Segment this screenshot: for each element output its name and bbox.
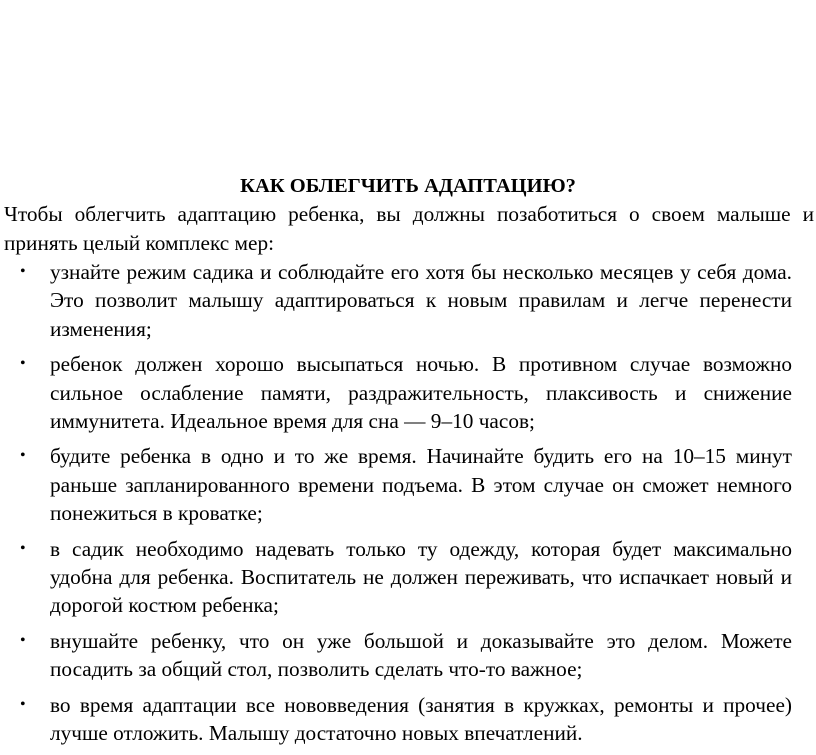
list-item	[0, 691, 792, 748]
list-item-text: ребенок должен хорошо высыпаться ночью. В противном случае возможно сильное ослабление памяти, раздражительность, плаксивость и снижение иммунитета. Идеальное время для сна — 9–10 часов;	[50, 352, 792, 434]
bullet-icon: •	[20, 263, 26, 280]
bullet-icon: •	[20, 355, 26, 373]
list-item-text: во время адаптации все нововведения (занятия в кружках, ремонты и прочее) лучше отложить. Малышу достаточно новых впечатлений.	[50, 692, 792, 746]
list-item	[0, 535, 792, 620]
page-title: КАК ОБЛЕГЧИТЬ АДАПТАЦИЮ?	[240, 175, 576, 197]
bullet-icon: •	[20, 695, 26, 713]
list-item	[0, 442, 792, 527]
list-item	[0, 258, 792, 343]
list-item-text: в садик необходимо надевать только ту одежду, которая будет максимально удобна для ребенка. Воспитатель не должен переживать, что испачкает новый и дорогой костюм ребенка;	[50, 536, 792, 618]
list-item-text: внушайте ребенку, что он уже большой и доказывайте это делом. Можете посадить за общий стол, позволить сделать что-то важное;	[50, 628, 792, 682]
bullet-icon: •	[20, 631, 26, 649]
list-item	[0, 350, 792, 435]
list-item-text: будите ребенка в одно и то же время. Начинайте будить его на 10–15 минут раньше запланированного времени подъема. В этом случае он сможет немного понежиться в кроватке;	[50, 444, 792, 526]
bullet-icon: •	[20, 539, 26, 557]
list-item-text: узнайте режим садика и соблюдайте его хотя бы несколько месяцев у себя дома. Это позволит малышу адаптироваться к новым правилам и легче перенести изменения;	[50, 260, 792, 341]
list-item	[0, 627, 792, 684]
intro-paragraph: Чтобы облегчить адаптацию ребенка, вы должны позаботиться о своем малыше и принять целый комплекс мер:	[4, 202, 814, 255]
bullet-icon: •	[20, 447, 26, 465]
advice-list	[0, 258, 816, 755]
